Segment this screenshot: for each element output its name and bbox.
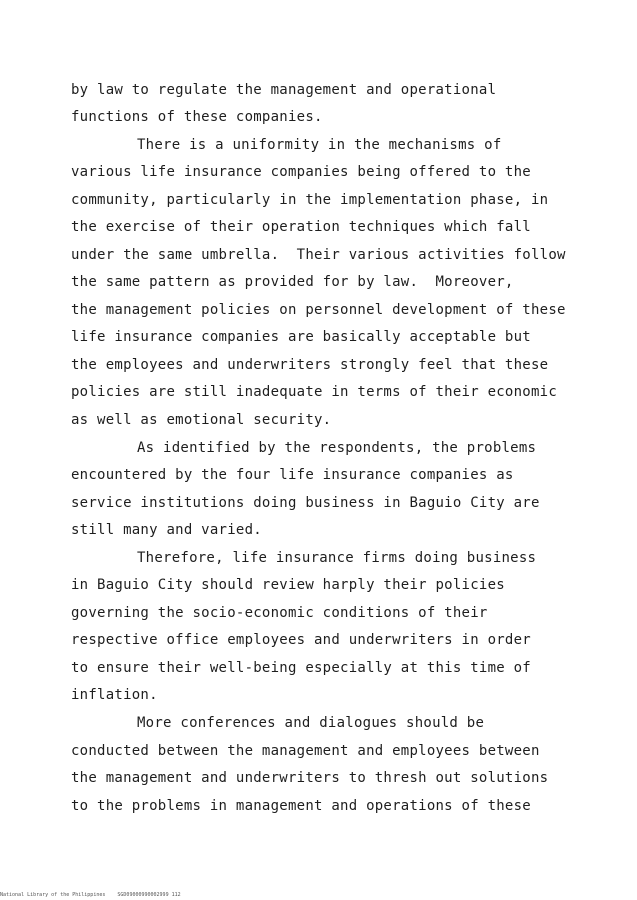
paragraph-start-line: Therefore, life insurance firms doing business — [137, 550, 537, 566]
text-line: the same pattern as provided for by law. Moreover, — [71, 274, 514, 290]
text-line: as well as emotional security. — [71, 412, 332, 428]
text-line: encountered by the four life insurance companies as — [71, 467, 514, 483]
text-line: service institutions doing business in Baguio City are — [71, 495, 540, 511]
text-line: in Baguio City should review harply their policies — [71, 577, 505, 593]
library-footer-stamp: National Library of the Philippines SGD09000990002999 112 — [0, 892, 181, 898]
text-line: various life insurance companies being offered to the — [71, 164, 531, 180]
text-line: under the same umbrella. Their various activities follow — [71, 247, 566, 263]
text-line: functions of these companies. — [71, 109, 323, 125]
text-line: the exercise of their operation techniques which fall — [71, 219, 531, 235]
paragraph-start-line: There is a uniformity in the mechanisms of — [137, 137, 502, 153]
text-line: respective office employees and underwriters in order — [71, 632, 531, 648]
paragraph-start-line: As identified by the respondents, the problems — [137, 440, 537, 456]
text-line: conducted between the management and employees between — [71, 743, 540, 759]
text-line: the management policies on personnel development of these — [71, 302, 566, 318]
text-line: by law to regulate the management and operational — [71, 82, 497, 98]
text-line: to the problems in management and operations of these — [71, 798, 531, 814]
text-line: still many and varied. — [71, 522, 262, 538]
text-line: policies are still inadequate in terms of their economic — [71, 384, 558, 400]
text-line: community, particularly in the implementation phase, in — [71, 192, 549, 208]
text-line: to ensure their well-being especially at this time of — [71, 660, 531, 676]
text-line: governing the socio-economic conditions of their — [71, 605, 488, 621]
text-line: inflation. — [71, 687, 158, 703]
text-line: the management and underwriters to thresh out solutions — [71, 770, 549, 786]
paragraph-start-line: More conferences and dialogues should be — [137, 715, 485, 731]
text-line: life insurance companies are basically acceptable but — [71, 329, 531, 345]
text-line: the employees and underwriters strongly feel that these — [71, 357, 549, 373]
